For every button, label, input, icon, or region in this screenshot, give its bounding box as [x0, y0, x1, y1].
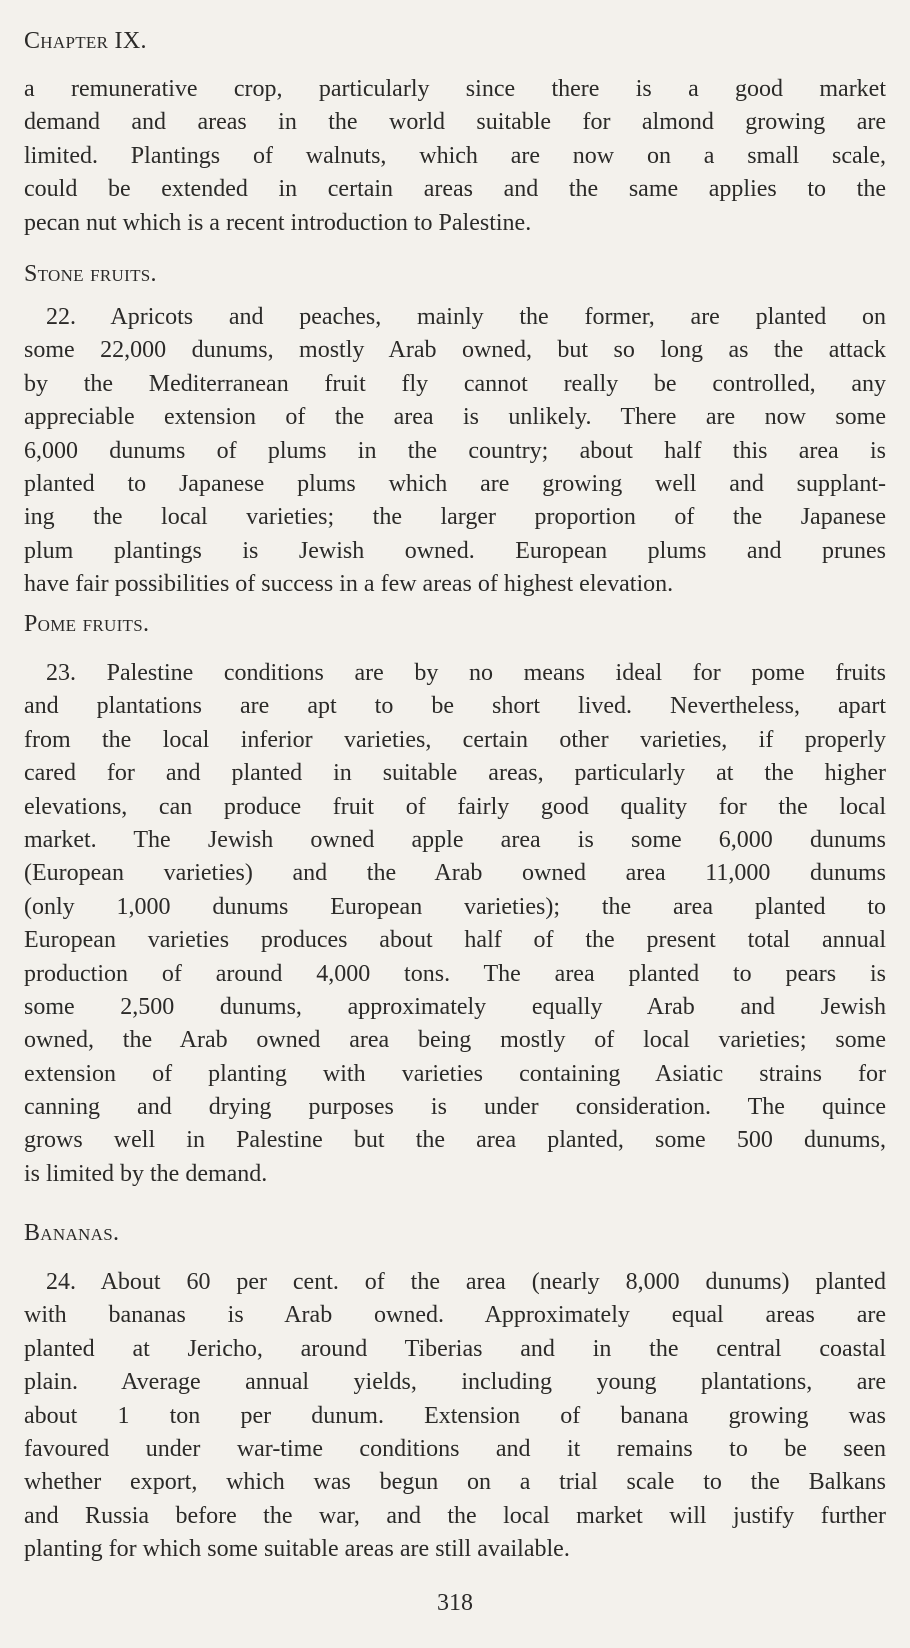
text-line: demand and areas in the world suitable for almond growing are — [24, 109, 886, 136]
text-line: 24. About 60 per cent. of the area (nearly 8,000 dunums) planted — [46, 1269, 886, 1295]
paragraph-24 — [24, 1266, 886, 1567]
text-line: some 2,500 dunums, approximately equally Arab and Jewish — [24, 993, 886, 1020]
text-line: canning and drying purposes is under consideration. The quince — [24, 1094, 886, 1121]
paragraph-23 — [24, 657, 886, 1191]
text-line: is limited by the demand. — [24, 1160, 268, 1187]
text-line: with bananas is Arab owned. Approximately equal areas are — [24, 1302, 886, 1329]
text-line: extension of planting with varieties containing Asiatic strains for — [24, 1060, 886, 1087]
text-line: grows well in Palestine but the area planted, some 500 dunums, — [24, 1127, 886, 1154]
text-line: limited. Plantings of walnuts, which are now on a small scale, — [24, 142, 886, 169]
text-line: plum plantings is Jewish owned. European plums and prunes — [24, 537, 886, 564]
text-line: pecan nut which is a recent introduction to Palestine. — [24, 209, 532, 236]
text-line: and Russia before the war, and the local market will justify further — [24, 1502, 886, 1529]
text-line: European varieties produces about half of the present total annual — [24, 927, 886, 954]
text-line: planting for which some suitable areas are still available. — [24, 1536, 570, 1563]
page-number: 318 — [437, 1590, 473, 1616]
text-line: owned, the Arab owned area being mostly of local varieties; some — [24, 1027, 886, 1054]
text-line: plain. Average annual yields, including young plantations, are — [24, 1369, 886, 1396]
text-line: planted at Jericho, around Tiberias and in the central coastal — [24, 1335, 886, 1362]
text-line: favoured under war-time conditions and it remains to be seen — [24, 1435, 886, 1462]
text-line: elevations, can produce fruit of fairly good quality for the local — [24, 793, 886, 820]
chapter-heading: Chapter IX. — [24, 28, 147, 54]
text-line: whether export, which was begun on a trial scale to the Balkans — [24, 1469, 886, 1496]
text-line: cared for and planted in suitable areas, particularly at the higher — [24, 760, 886, 787]
text-line: and plantations are apt to be short lived. Nevertheless, apart — [24, 693, 886, 720]
text-line: from the local inferior varieties, certain other varieties, if properly — [24, 726, 886, 753]
text-line: planted to Japanese plums which are growing well and supplant- — [24, 470, 886, 497]
text-line: could be extended in certain areas and the same applies to the — [24, 176, 886, 203]
text-line: (European varieties) and the Arab owned area 11,000 dunums — [24, 860, 886, 887]
text-line: ing the local varieties; the larger proportion of the Japanese — [24, 504, 886, 531]
text-line: some 22,000 dunums, mostly Arab owned, but so long as the attack — [24, 337, 886, 364]
text-line: 23. Palestine conditions are by no means ideal for pome fruits — [46, 660, 886, 686]
paragraph-22 — [24, 301, 886, 602]
text-line: 22. Apricots and peaches, mainly the former, are planted on — [46, 304, 886, 330]
section-heading-bananas: Bananas. — [24, 1220, 120, 1246]
text-line: have fair possibilities of success in a few areas of highest elevation. — [24, 571, 674, 598]
text-line: by the Mediterranean fruit fly cannot really be controlled, any — [24, 370, 886, 397]
section-heading-stone-fruits: Stone fruits. — [24, 261, 157, 287]
text-line: about 1 ton per dunum. Extension of banana growing was — [24, 1402, 886, 1429]
text-line: market. The Jewish owned apple area is some 6,000 dunums — [24, 826, 886, 853]
text-line: production of around 4,000 tons. The area planted to pears is — [24, 960, 886, 987]
section-heading-pome-fruits: Pome fruits. — [24, 611, 150, 637]
text-line: (only 1,000 dunums European varieties); the area planted to — [24, 893, 886, 920]
text-line: 6,000 dunums of plums in the country; about half this area is — [24, 437, 886, 464]
text-line: a remunerative crop, particularly since there is a good market — [24, 76, 886, 102]
text-line: appreciable extension of the area is unlikely. There are now some — [24, 404, 886, 431]
paragraph-intro — [24, 73, 886, 240]
